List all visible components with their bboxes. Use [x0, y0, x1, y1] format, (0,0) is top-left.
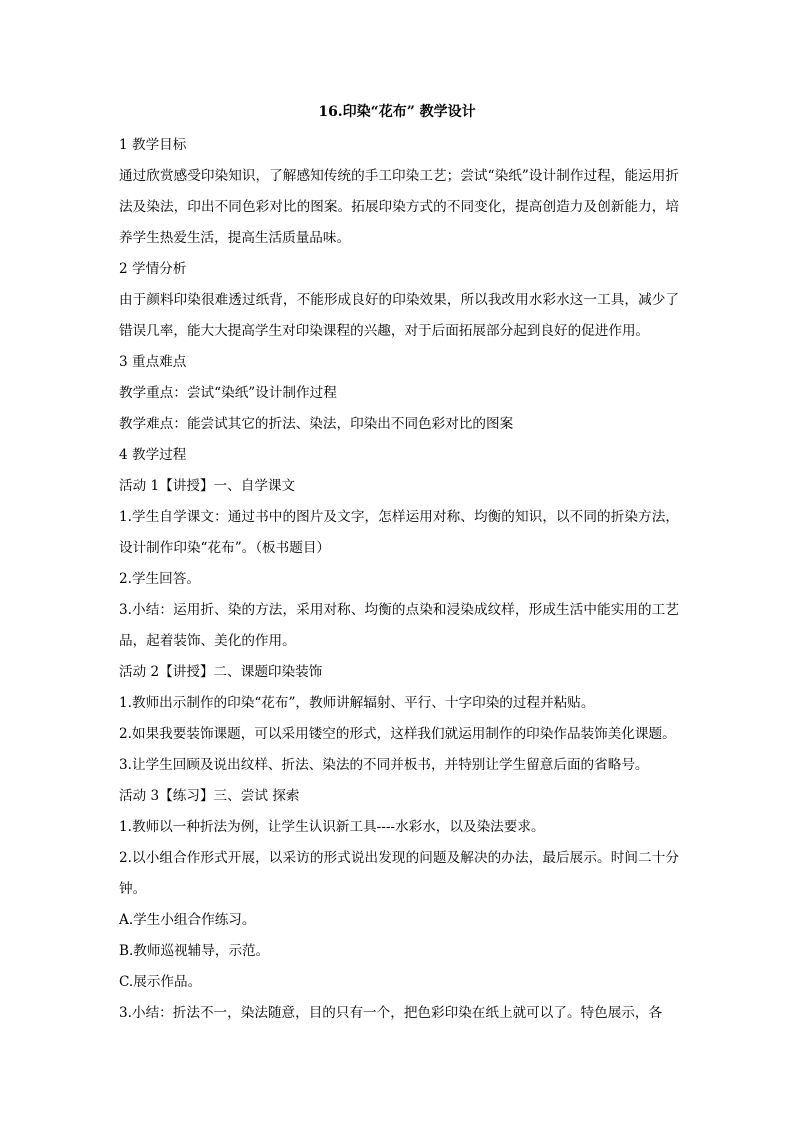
activity-3-sub-b: B.教师巡视辅导，示范。 [119, 943, 270, 959]
activity-2-heading: 活动 2【讲授】二、课题印染装饰 [119, 664, 323, 680]
section-heading-goals: 1 教学目标 [119, 137, 187, 153]
paragraph-difficult-point: 教学难点：能尝试其它的折法、染法，印染出不同色彩对比的图案 [119, 416, 514, 432]
activity-2-item-1: 1.教师出示制作的印染“花布”，教师讲解辐射、平行、十字印染的过程并粘贴。 [119, 695, 595, 711]
activity-1-item-1: 1.学生自学课文：通过书中的图片及文字，怎样运用对称、均衡的知识，以不同的折染方法，设计制作印染“花布”。（板书题目） [119, 509, 679, 556]
activity-3-sub-c: C.展示作品。 [119, 974, 202, 990]
document-body [119, 130, 679, 1029]
paragraph-key-point: 教学重点：尝试“染纸”设计制作过程 [119, 385, 337, 401]
activity-1-item-3: 3.小结：运用折、染的方法，采用对称、均衡的点染和浸染成纹样，形成生活中能实用的工艺品，起着装饰、美化的作用。 [119, 602, 679, 649]
document-title: 16.印染“花布” 教学设计 [318, 104, 476, 120]
activity-3-item-3: 3.小结：折法不一，染法随意，目的只有一个，把色彩印染在纸上就可以了。特色展示，各 [119, 1005, 663, 1021]
section-heading-key-points: 3 重点难点 [119, 354, 187, 370]
activity-1-heading: 活动 1【讲授】一、自学课文 [119, 478, 296, 494]
section-heading-process: 4 教学过程 [119, 447, 187, 463]
activity-3-item-2: 2.以小组合作形式开展，以采访的形式说出发现的问题及解决的办法，最后展示。时间二十分钟。 [119, 850, 679, 897]
activity-3-heading: 活动 3【练习】三、尝试 探索 [119, 788, 300, 804]
activity-3-item-1: 1.教师以一种折法为例，让学生认识新工具----水彩水，以及染法要求。 [119, 819, 545, 835]
activity-2-item-3: 3.让学生回顾及说出纹样、折法、染法的不同并板书，并特别让学生留意后面的省略号。 [119, 757, 649, 773]
activity-1-item-2: 2.学生回答。 [119, 571, 200, 587]
paragraph-goals: 通过欣赏感受印染知识，了解感知传统的手工印染工艺；尝试“染纸”设计制作过程，能运用折法及染法，印出不同色彩对比的图案。拓展印染方式的不同变化，提高创造力及创新能力，培养学生热爱生活，提高生活质量品味。 [119, 168, 679, 246]
activity-3-sub-a: A.学生小组合作练习。 [119, 912, 256, 928]
activity-2-item-2: 2.如果我要装饰课题，可以采用镂空的形式，这样我们就运用制作的印染作品装饰美化课题。 [119, 726, 676, 742]
paragraph-analysis: 由于颜料印染很难透过纸背，不能形成良好的印染效果，所以我改用水彩水这一工具，减少了错误几率，能大大提高学生对印染课程的兴趣，对于后面拓展部分起到良好的促进作用。 [119, 292, 679, 339]
section-heading-analysis: 2 学情分析 [119, 261, 187, 277]
